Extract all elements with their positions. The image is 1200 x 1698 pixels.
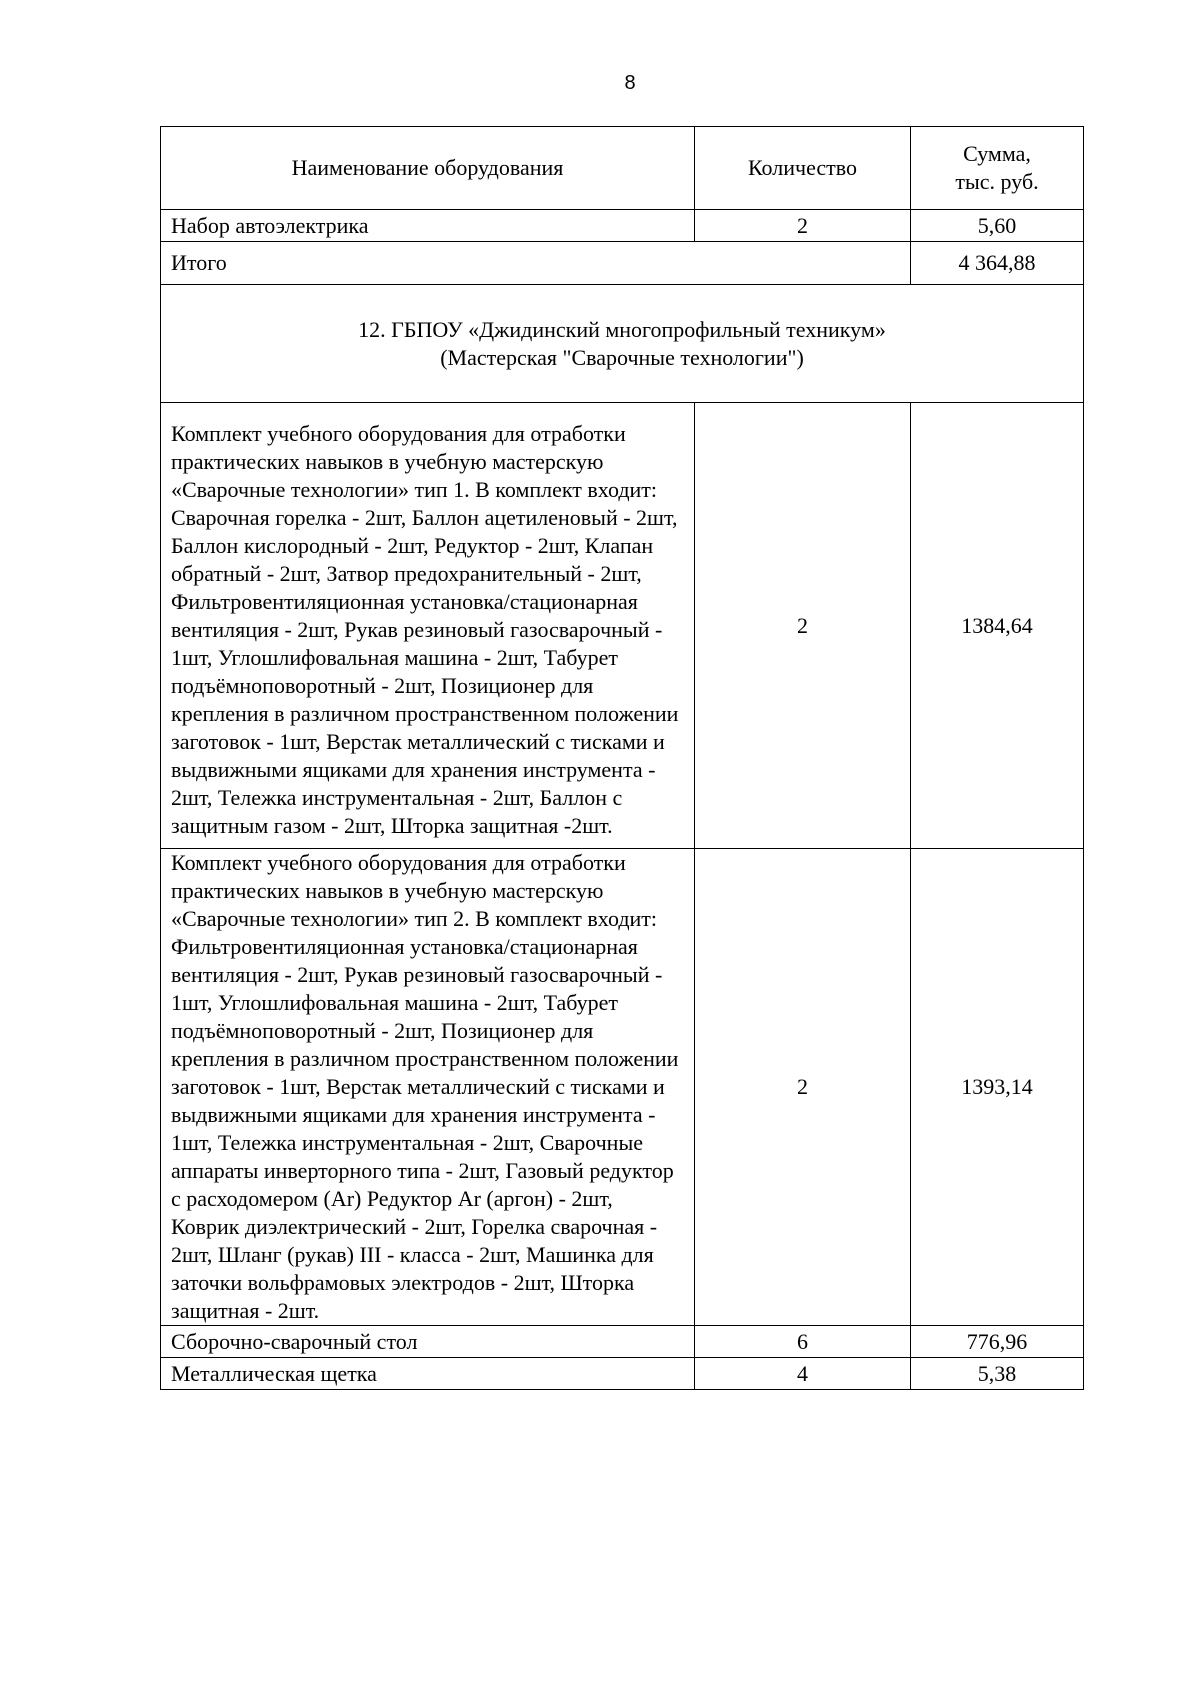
header-sum-line1: Сумма,: [963, 141, 1031, 166]
page-number: 8: [624, 72, 636, 94]
header-quantity: Количество: [695, 127, 911, 210]
row-name: Набор автоэлектрика: [161, 210, 695, 242]
kit-2-sum: 1393,14: [911, 849, 1084, 1326]
total-sum: 4 364,88: [911, 242, 1084, 285]
kit-1-sum: 1384,64: [911, 403, 1084, 849]
row-sum: 5,60: [911, 210, 1084, 242]
total-label: Итого: [161, 242, 911, 285]
row-quantity: 2: [695, 210, 911, 242]
section-title: 12. ГБПОУ «Джидинский многопрофильный техникум»: [358, 316, 886, 342]
table-row: [161, 1326, 1084, 1358]
header-sum-line2: тыс. руб.: [955, 169, 1039, 194]
section-heading-row: [161, 285, 1084, 403]
table-row: [161, 1358, 1084, 1390]
header-sum: [911, 127, 1084, 210]
kit-2-quantity: 2: [695, 849, 911, 1326]
row-quantity: 6: [695, 1326, 911, 1358]
total-row: [161, 242, 1084, 285]
row-sum: 5,38: [911, 1358, 1084, 1390]
row-quantity: 4: [695, 1358, 911, 1390]
table-row-kit-type-1: [161, 403, 1084, 849]
table-header-row: [161, 127, 1084, 210]
row-name: Металлическая щетка: [161, 1358, 695, 1390]
row-sum: 776,96: [911, 1326, 1084, 1358]
table-row: [161, 210, 1084, 242]
kit-1-quantity: 2: [695, 403, 911, 849]
row-name: Сборочно-сварочный стол: [161, 1326, 695, 1358]
header-name: Наименование оборудования: [161, 127, 695, 210]
table-row-kit-type-2: [161, 849, 1084, 1326]
section-subtitle: (Мастерская "Сварочные технологии"): [440, 344, 804, 370]
kit-2-name: Комплект учебного оборудования для отработки практических навыков в учебную мастерскую «Сварочные технологии» тип 2. В комплект входит: Фильтровентиляционная установка/стационарная вентиляция - 2шт, Рукав резиновый газосварочный - 1шт, Углошлифовальная машина - 2шт, Табурет подъёмноповоротный - 2шт, Позиционер для крепления в различном пространственном положении заготовок - 1шт, Верстак металлический с тисками и выдвижными ящиками для хранения инструмента - 1шт, Тележка инструментальная - 2шт, Сварочные аппараты инверторного типа - 2шт, Газовый редуктор с расходомером (Ar) Редуктор Ar (аргон) - 2шт, Коврик диэлектрический - 2шт, Горелка сварочная - 2шт, Шланг (рукав) III - класса - 2шт, Машинка для заточки вольфрамовых электродов - 2шт, Шторка защитная - 2шт.: [161, 849, 695, 1326]
section-heading: [161, 285, 1084, 403]
equipment-table: [160, 126, 1084, 1390]
kit-1-name: Комплект учебного оборудования для отработки практических навыков в учебную мастерскую «Сварочные технологии» тип 1. В комплект входит: Сварочная горелка - 2шт, Баллон ацетиленовый - 2шт, Баллон кислородный - 2шт, Редуктор - 2шт, Клапан обратный - 2шт, Затвор предохранительный - 2шт, Фильтровентиляционная установка/стационарная вентиляция - 2шт, Рукав резиновый газосварочный - 1шт, Углошлифовальная машина - 2шт, Табурет подъёмноповоротный - 2шт, Позиционер для крепления в различном пространственном положении заготовок - 1шт, Верстак металлический с тисками и выдвижными ящиками для хранения инструмента - 2шт, Тележка инструментальная - 2шт, Баллон с защитным газом - 2шт, Шторка защитная -2шт.: [161, 403, 695, 849]
